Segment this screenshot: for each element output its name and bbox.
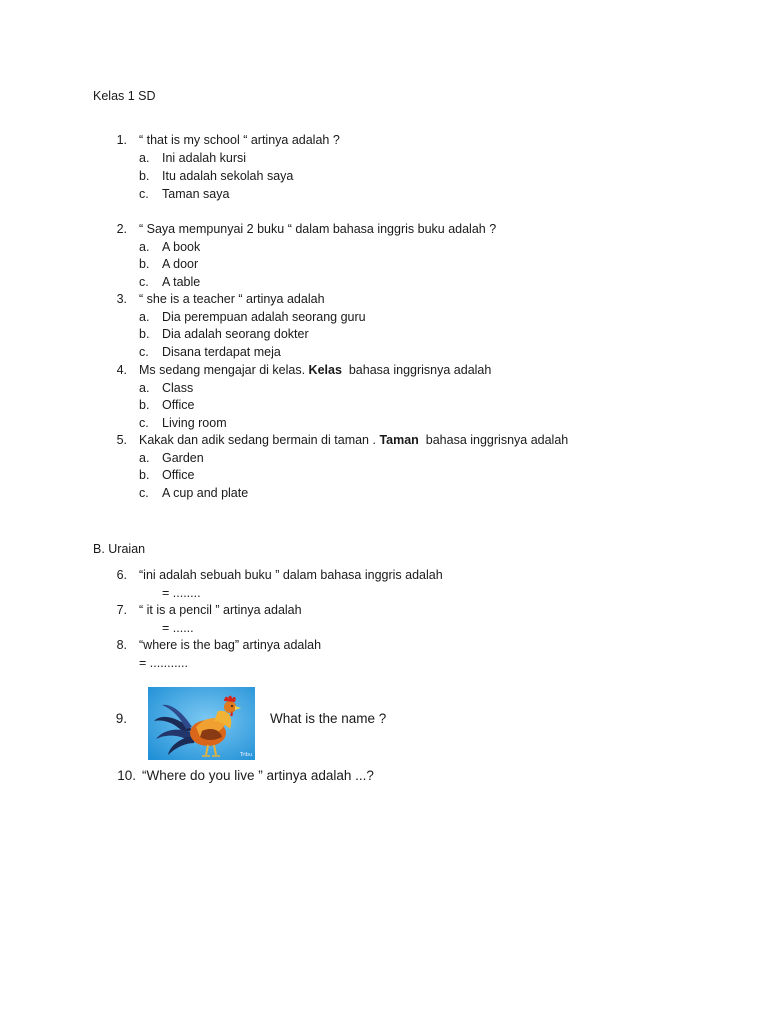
svg-text:Tribu: Tribu [240,752,253,758]
option-text: Office [162,398,195,412]
option-text: Garden [162,451,204,465]
option-text: Disana terdapat meja [162,345,281,359]
question-number: 7. [116,603,127,617]
answer-blank: = ........... [139,656,188,670]
question-text: “Where do you live ” artinya adalah ...? [142,768,374,783]
option-letter: c. [139,345,149,359]
option-letter: a. [139,310,150,324]
option-text: Office [162,468,195,482]
question-number: 10. [117,768,136,783]
question-number: 3. [116,292,127,306]
option-text: A book [162,240,201,254]
option-letter: b. [139,169,150,183]
question-text: “ she is a teacher “ artinya adalah [139,292,325,306]
question-text: “where is the bag” artinya adalah [139,638,322,652]
question-text [139,364,491,377]
question-text-post: bahasa inggrisnya adalah [348,363,492,377]
question-number: 8. [116,638,127,652]
option-text: A cup and plate [162,486,249,500]
option-letter: a. [139,151,150,165]
section-b-title: B. Uraian [93,542,146,556]
option-text: Dia adalah seorang dokter [162,327,309,341]
option-letter: c. [139,486,149,500]
option-letter: b. [139,468,150,482]
option-letter: a. [139,451,150,465]
question-number: 9. [115,711,127,726]
option-letter: c. [139,416,149,430]
option-text: Class [162,381,194,395]
question-keyword: Kelas [308,363,342,377]
option-text: A table [162,275,201,289]
question-number: 1. [116,133,127,147]
option-letter: b. [139,257,150,271]
question-text-pre: Ms sedang mengajar di kelas. [139,363,306,377]
question-text: “ Saya mempunyai 2 buku “ dalam bahasa inggris buku adalah ? [139,222,497,236]
option-text: Itu adalah sekolah saya [162,169,294,183]
question-text: “ it is a pencil ” artinya adalah [139,603,302,617]
rooster-image [148,687,255,760]
option-text: Taman saya [162,187,230,201]
question-keyword: Taman [379,433,419,447]
option-letter: a. [139,381,150,395]
option-text: Living room [162,416,227,430]
question-text [139,434,568,447]
question-text: “ that is my school “ artinya adalah ? [139,133,340,147]
page-title: Kelas 1 SD [93,89,156,103]
option-letter: a. [139,240,150,254]
option-text: Dia perempuan adalah seorang guru [162,310,366,324]
option-letter: b. [139,398,150,412]
option-letter: c. [139,187,149,201]
question-number: 5. [116,433,127,447]
question-number: 4. [116,363,127,377]
option-letter: b. [139,327,150,341]
option-letter: c. [139,275,149,289]
question-number: 6. [116,568,127,582]
question-number: 2. [116,222,127,236]
option-text: A door [162,257,199,271]
option-text: Ini adalah kursi [162,151,247,165]
question-text-post: bahasa inggrisnya adalah [425,433,569,447]
answer-blank: = ........ [162,586,201,600]
question-text: “ini adalah sebuah buku ” dalam bahasa inggris adalah [139,568,443,582]
question-text: What is the name ? [270,711,387,726]
question-text-pre: Kakak dan adik sedang bermain di taman . [139,433,376,447]
answer-blank: = ...... [162,621,194,635]
